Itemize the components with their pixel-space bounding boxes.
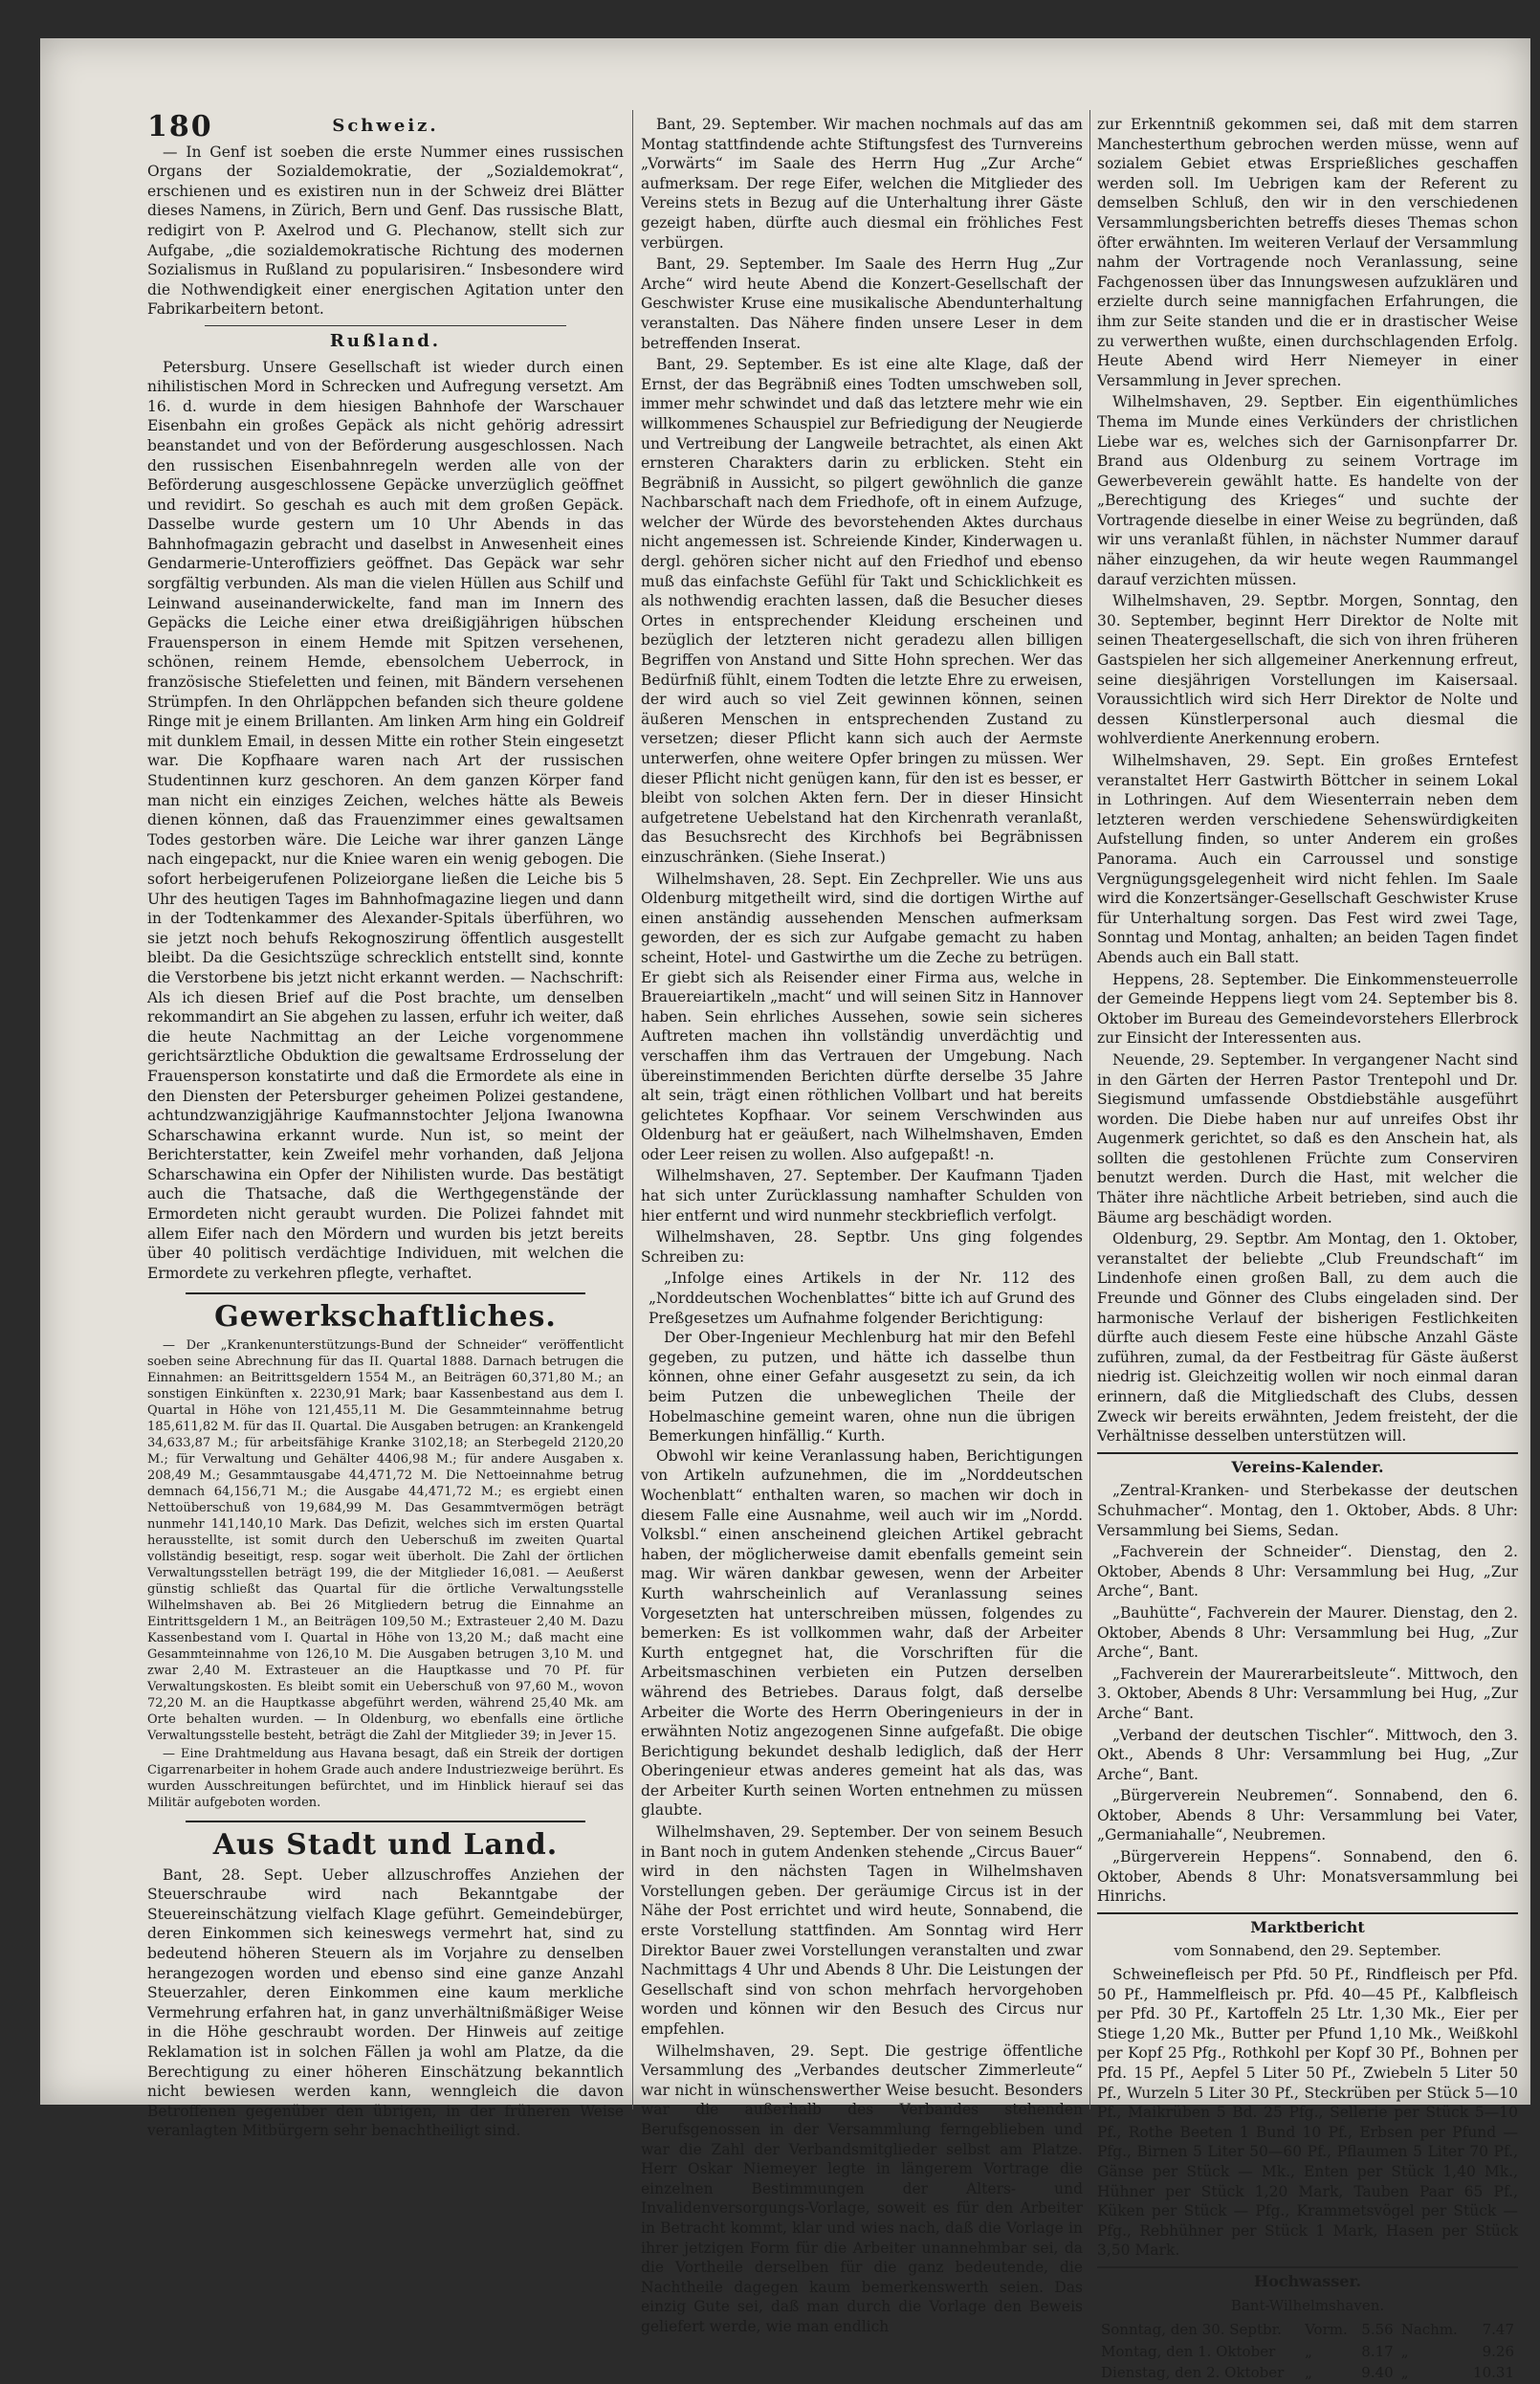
article-heppens-steuer: Heppens, 28. September. Die Einkommensteuerrolle der Gemeinde Heppens liegt vom 24. September bis 8. Oktober im Bureau des Gemeindevorstehers Ellerbrock zur Einsicht der Interessenten aus. bbox=[1097, 970, 1518, 1048]
article-zechpreller: Wilhelmshaven, 28. Sept. Ein Zechpreller. Wie uns aus Oldenburg mitgetheilt wird, sind die dortigen Wirthe auf einen anständig aussehenden Menschen aufmerksam geworden, der es sich zur Aufgabe gemacht zu haben scheint, Hotel- und Gastwirthe um die Zeche zu betrügen. Er giebt sich als Reisender einer Firma aus, welche in Brauereiartikeln „macht“ und will seinen Sitz in Hannover haben. Sein ehrliches Aussehen, sowie sein sicheres Auftreten machen ihn vollständig unverdächtig und verschaffen ihm das Vertrauen der Umgebung. Nach übereinstimmenden Berichten dürfte derselbe 35 Jahre alt sein, trägt einen röthlichen Vollbart und hat bereits gelichtetes Kopfhaar. Vor seinem Verschwinden aus Oldenburg hat er geäußert, nach Wilhelmshaven, Emden oder Leer reisen zu wollen. Also aufgepaßt! -n. bbox=[641, 870, 1083, 1163]
quote-berichtigung-2: Der Ober-Ingenieur Mechlenburg hat mir den Befehl gegeben, zu putzen, und hätte ich dasselbe thun können, ohne einer Gefahr ausgesetzt zu sein, da ich beim Putzen die unbeweglichen Theile der Hobelmaschine gemeint waren, ohne nun die übrigen Bemerkungen hinfällig.“ Kurth. bbox=[649, 1329, 1075, 1446]
table-row bbox=[1097, 2341, 1518, 2363]
marktbericht-text: Schweinefleisch per Pfd. 50 Pf., Rindfleisch per Pfd. 50 Pf., Hammelfleisch pr. Pfd. 40—45 Pf., Kalbfleisch per Pfd. 30 Pf., Kartoffeln 25 Ltr. 1,30 Mk., Eier per Stiege 1,20 Mk., Butter per Pfund 1,10 Mk., Weißkohl per Kopf 25 Pfg., Rothkohl per Kopf 30 Pf., Bohnen per Pfd. 15 Pf., Aepfel 5 Liter 50 Pf., Zwiebeln 5 Liter 50 Pf., Wurzeln 5 Liter 30 Pf., Steckrüben per Stück 5—10 Pf., Maikrüben 5 Bd. 25 Pfg., Sellerie per Stück 5—10 Pf., Rothe Beeten 1 Bund 10 Pf., Erbsen per Pfund — Pfg., Birnen 5 Liter 50—60 Pf., Pflaumen 5 Liter 70 Pf., Gänse per Stück — Mk., Enten per Stück 1,40 Mk., Hühner per Stück 1,20 Mark, Tauben Paar 65 Pf., Küken per Stück — Pfg., Krammetsvögel per Stück — Pfg., Rebhühner per Stück 1 Mark, Hasen per Stück 3,50 Mark. bbox=[1097, 1966, 1518, 2260]
article-bant-steuer: Bant, 28. Sept. Ueber allzuschroffes Anziehen der Steuerschraube wird nach Bekanntgabe der Steuereinschätzung vielfach Klage geführt. Gemeindebürger, deren Einkommen sich keineswegs vermehrt hat, sind zu bedeutend höheren Steuern als im Vorjahre zu denselben herangezogen worden und ebenso sind eine ganze Anzahl Steuerzahler, deren Einkommen eine kaum merkliche Vermehrung erfahren hat, in ganz unverhältnißmäßiger Weise in die Höhe geschraubt worden. Der Hinweis auf zeitige Reklamation ist in solchen Fällen ja wohl am Platze, da die Berechtigung zu einer höheren Einschätzung bekanntlich nicht bewiesen werden kann, wenngleich die davon Betroffenen gegenüber den übrigen, in der früheren Weise veranlagten Mitbürgern sehr benachtheiligt sind. bbox=[147, 1865, 624, 2140]
column-rule-1 bbox=[632, 110, 633, 2109]
section-heading-gewerkschaftliches: Gewerkschaftliches. bbox=[214, 1300, 557, 1335]
divider bbox=[186, 1821, 585, 1822]
article-schreiben: Wilhelmshaven, 28. Septbr. Uns ging folgendes Schreiben zu: bbox=[641, 1228, 1083, 1266]
marktbericht-heading: Marktbericht bbox=[1097, 1912, 1518, 1938]
hochwasser-location: Bant-Wilhelmshaven. bbox=[1230, 2296, 1385, 2314]
column-3 bbox=[1097, 115, 1518, 2382]
tide-vorm-label: „ bbox=[1305, 2364, 1312, 2382]
vereins-kalender-item: „Bürgerverein Neubremen“. Sonnabend, den 6. Oktober, Abends 8 Uhr: Versammlung bei Vater, „Germaniahalle“, Neubremen. bbox=[1097, 1787, 1518, 1844]
vereins-kalender-item: „Verband der deutschen Tischler“. Mittwoch, den 3. Okt., Abends 8 Uhr: Versammlung bei Hug, „Zur Arche“, Bant. bbox=[1097, 1726, 1518, 1783]
vereins-kalender-item: „Bürgerverein Heppens“. Sonnabend, den 6. Oktober, Abends 8 Uhr: Monatsversammlung bei Hinrichs. bbox=[1097, 1848, 1518, 1906]
article-havana: — Eine Drahtmeldung aus Havana besagt, daß ein Streik der dortigen Cigarrenarbeiter in hohem Grade auch andere Industriezweige berührt. Es wurden Ausschreitungen befürchtet, und im Hinblick hierauf sei das Militär aufgeboten worden. bbox=[147, 1747, 624, 1811]
tide-day: Sonntag, den 30. Septbr. bbox=[1101, 2321, 1282, 2339]
vereins-kalender-item: „Fachverein der Schneider“. Dienstag, den 2. Oktober, Abends 8 Uhr: Versammlung bei Hug, „Zur Arche“, Bant. bbox=[1097, 1543, 1518, 1600]
vereins-kalender-heading: Vereins-Kalender. bbox=[1097, 1452, 1518, 1478]
section-heading-russland: Rußland. bbox=[329, 330, 442, 351]
quote-berichtigung-1: „Infolge eines Artikels in der Nr. 112 des „Norddeutschen Wochenblattes“ bitte ich auf Grund des Preßgesetzes um Aufnahme folgender Berichtigung: bbox=[649, 1269, 1075, 1327]
tide-nachm-label: Nachm. bbox=[1400, 2321, 1458, 2339]
tide-nachm: 9.26 bbox=[1482, 2342, 1514, 2360]
tide-nachm: 7.47 bbox=[1482, 2321, 1514, 2339]
divider bbox=[186, 1292, 585, 1294]
divider bbox=[205, 325, 566, 326]
newspaper-page bbox=[40, 38, 1530, 2382]
tide-day: Dienstag, den 2. Oktober bbox=[1101, 2364, 1285, 2382]
table-row bbox=[1097, 2319, 1518, 2341]
article-theater-de-nolte: Wilhelmshaven, 29. Septbr. Morgen, Sonntag, den 30. September, beginnt Herr Direktor de Nolte mit seinen Theatergesellschaft, die sich von ihren früheren Gastspielen her sich allgemeiner Anerkennung erfreut, seine diesjährigen Vorstellungen im Kaisersaal. Voraussichtlich wird sich Herr Direktor de Nolte und dessen Künstlerpersonal auch diesmal die wohlverdiente Anerkennung erobern. bbox=[1097, 592, 1518, 748]
marktbericht-date: vom Sonnabend, den 29. September. bbox=[1174, 1942, 1441, 1960]
article-schweiz: — In Genf ist soeben die erste Nummer eines russischen Organs der Sozialdemokratie, der „Sozialdemokrat“, erschienen und es existiren nun in der Schweiz drei Blätter dieses Namens, in Zürich, Bern und Genf. Das russische Blatt, redigirt von P. Axelrod und G. Plechanow, stellt sich zur Aufgabe, „die sozialdemokratische Richtung des modernen Sozialismus in Rußland zu popularisiren.“ Insbesondere wird die Nothwendigkeit einer energischen Agitation unter den Fabrikarbeitern betont. bbox=[147, 143, 624, 319]
section-heading-schweiz: Schweiz. bbox=[332, 116, 439, 136]
article-berichtigung-antwort: Obwohl wir keine Veranlassung haben, Berichtigungen von Artikeln aufzunehmen, die im „Norddeutschen Wochenblatt“ enthalten waren, so machen wir doch in diesem Falle eine Ausnahme, weil auch wir im „Nordd. Volksbl.“ einen anscheinend gleichen Artikel gebracht haben, der möglicherweise damit ebenfalls gemeint sein mag. Wir wären dankbar gewesen, wenn der Arbeiter Kurth wahrscheinlich auf Veranlassung seines Vorgesetzten hat unterschreiben müssen, folgendes zu bemerken: Es ist vollkommen wahr, daß der Arbeiter Kurth entgegnet hat, die Vorschriften für die Arbeitsmaschinen verbieten ein Putzen derselben während des Betriebes. Daraus folgt, daß derselbe Arbeiter die Worte des Herrn Oberingenieurs in der in erwähnten Notiz angezogenen Sinne aufgefaßt. Die obige Berichtigung bekundet deshalb lediglich, daß der Herr Oberingenieur etwas anderes gemeint hat als das, was der Arbeiter Kurth seinen Worten entnehmen zu müssen glaubte. bbox=[641, 1446, 1083, 1820]
tide-nachm-label: „ bbox=[1400, 2364, 1409, 2382]
article-erntefest: Wilhelmshaven, 29. Sept. Ein großes Erntefest veranstaltet Herr Gastwirth Böttcher in seinem Lokal in Lothringen. Auf dem Wiesenterrain neben dem letzteren werden verschiedene Sehenswürdigkeiten Aufstellung finden, so unter Anderem ein großes Panorama. Auch ein Carroussel und sonstige Vergnügungsgelegenheit wird nicht fehlen. Im Saale wird die Konzertsänger-Gesellschaft Geschwister Kruse für Unterhaltung sorgen. Das Fest wird zwei Tage, Sonntag und Montag, anhalten; an beiden Tagen findet Abends auch ein Ball statt. bbox=[1097, 752, 1518, 966]
tide-vorm: 9.40 bbox=[1361, 2364, 1394, 2382]
hochwasser-table bbox=[1097, 2319, 1518, 2384]
article-berechtigung-krieges: Wilhelmshaven, 29. Septber. Ein eigenthümliches Thema im Munde eines Verkünders der christlichen Liebe war es, welches sich der Garnisonpfarrer Dr. Brand aus Oldenburg zu seinem Vortrage im Gewerbeverein gewählt hatte. Es handelte von der „Berechtigung des Krieges“ und suchte der Vortragende dieselbe in einer Weise zu begründen, daß wir uns veranlaßt fühlen, in nächster Nummer darauf näher einzugehen, da wir heute wegen Raummangel darauf verzichten müssen. bbox=[1097, 393, 1518, 588]
page-number: 180 bbox=[147, 110, 213, 143]
tide-vorm-label: „ bbox=[1305, 2342, 1312, 2360]
hochwasser-heading: Hochwasser. bbox=[1097, 2266, 1518, 2292]
article-bant-stiftungsfest: Bant, 29. September. Wir machen nochmals auf das am Montag stattfindende achte Stiftungsfest des Turnvereins „Vorwärts“ im Saale des Herrn Hug „Zur Arche“ aufmerksam. Der rege Eifer, welchen die Mitglieder des Vereins stets in Bezug auf die Unterhaltung ihrer Gäste gezeigt haben, dürfte auch diesmal ein fröhliches Fest verbürgen. bbox=[641, 116, 1083, 252]
article-petersburg: Petersburg. Unsere Gesellschaft ist wieder durch einen nihilistischen Mord in Schrecken und Aufregung versetzt. Am 16. d. wurde in dem hiesigen Bahnhofe der Warschauer Eisenbahn ein großes Gepäck als nicht gehörig adressirt beanstandet und von der Beförderung ausgeschlossen. Nach den russischen Eisenbahnregeln werden alle von der Beförderung ausgeschlossene Gepäcke unverzüglich geöffnet und revidirt. So geschah es auch mit dem großen Gepäck. Dasselbe wurde gestern um 10 Uhr Abends in das Bahnhofmagazin gebracht und daselbst in Anwesenheit eines Gendarmerie-Unteroffiziers geöffnet. Das Gepäck war sehr sorgfältig verbunden. Als man die vielen Hüllen aus Schilf und Leinwand auseinanderwickelte, fand man im Innern des Gepäcks die Leiche einer etwa dreißigjährigen hübschen Frauensperson in einem Hemde mit Spitzen versehenen, schönen, reinem Hemde, ebensolchem Ueberrock, in französische Stiefeletten und feinen, mit Bändern versehenen Strümpfen. In den Ohrläppchen befanden sich theure goldene Ringe mit je einem Brillanten. Am linken Arm hing ein Goldreif mit dunklem Email, in dessen Mitte ein rother Stein eingesetzt war. Die Kopfhaare waren nach Art der russischen Studentinnen kurz geschoren. An dem ganzen Körper fand man nicht ein einziges Zeichen, welches hätte als Beweis dienen können, daß das Frauenzimmer eines gewaltsamen Todes gestorben wäre. Die Leiche war ihrer ganzen Länge nach eingepackt, nur die Kniee waren ein wenig gebogen. Die sofort herbeigerufenen Polizeiorgane ließen die Leiche bis 5 Uhr des heutigen Tages im Bahnhofmagazine liegen und dann in der Todtenkammer des Alexander-Spitals überführen, wo sie jetzt noch behufs Rekognoszirung öffentlich ausgestellt bleibt. Da die Gesichtszüge schrecklich entstellt sind, konnte die Verstorbene bis jetzt nicht erkannt werden. — Nachschrift: Als ich diesen Brief auf die Post brachte, um denselben rekommandirt an Sie abgehen zu lassen, erfuhr ich weiter, daß die heute Nachmittag an der Leiche vorgenommene gerichtsärztliche Obduktion die gewaltsame Erdrosselung der Frauensperson konstatirte und daß die Ermordete als eine in den Diensten der Petersburger geheimen Polizei gestandene, achtundzwanzigjährige Kaufmannstochter Jeljona Iwanowna Scharschawina erkannt wurde. Nun ist, so meint der Berichterstatter, kein Zweifel mehr vorhanden, daß Jeljona Scharschawina ein Opfer der Nihilisten wurde. Das bestätigt auch die Thatsache, daß die Werthgegenstände der Ermordeten nicht geraubt wurden. Die Polizei fahndet mit allem Eifer nach den Mördern und wurden bis jetzt bereits über 40 politisch verdächtige Individuen, mit welchen die Ermordete zu verkehren pflegte, verhaftet. bbox=[147, 358, 624, 1282]
article-neuende-obst: Neuende, 29. September. In vergangener Nacht sind in den Gärten der Herren Pastor Trentepohl und Dr. Siegismund umfassende Obstdiebstähle ausgeführt worden. Die Diebe haben nur auf unreifes Obst ihr Augenmerk gerichtet, so daß es den Anschein hat, als sollten die gestohlenen Früchte zum Conserviren benutzt werden. Durch die Hast, mit welcher die Thäter ihre nächtliche Arbeit betrieben, sind auch die Bäume arg beschädigt worden. bbox=[1097, 1050, 1518, 1226]
section-heading-stadt-und-land: Aus Stadt und Land. bbox=[212, 1828, 559, 1863]
vereins-kalender-item: „Bauhütte“, Fachverein der Maurer. Dienstag, den 2. Oktober, Abends 8 Uhr: Versammlung bei Hug, „Zur Arche“, Bant. bbox=[1097, 1603, 1518, 1662]
article-bant-begraebnis: Bant, 29. September. Es ist eine alte Klage, daß der Ernst, der das Begräbniß eines Todten umschweben soll, immer mehr schwindet und daß das letztere mehr wie ein willkommenes Schauspiel zur Befriedigung der Neugierde und Vertreibung der Langweile betrachtet, als einen Akt ernsteren Charakters darin zu erblicken. Steht ein Begräbniß in Aussicht, so pilgert gewöhnlich die ganze Nachbarschaft nach dem Friedhofe, oft in einem Aufzuge, welcher der Würde des bevorstehenden Aktes durchaus nicht angemessen ist. Schreiende Kinder, Kinderwagen u. dergl. gehören sicher nicht auf den Friedhof und ebenso muß das einfachste Gefühl für Takt und Schicklichkeit es als nothwendig erachten lassen, daß die Besucher dieses Ortes in entsprechender Kleidung erscheinen und bezüglich der letzteren nicht geradezu allen billigen Begriffen von Anstand und Sitte Hohn sprechen. Wer das Bedürfniß fühlt, einem Todten die letzte Ehre zu erweisen, der wird auch so viel Zeit gewinnen können, seinen äußeren Menschen in entsprechenden Zustand zu versetzen; dieser Pflicht kann sich auch der Aermste unterwerfen, ohne weitere Opfer bringen zu müssen. Wer dieser Pflicht nicht genügen kann, für den ist es besser, er bleibt von solchen Akten fern. Der in dieser Hinsicht aufgetretene Uebelstand hat den Kirchenrath veranlaßt, das Besuchsrecht des Kirchhofs bei Begräbnissen einzuschränken. (Siehe Inserat.) bbox=[641, 356, 1083, 866]
tide-day: Montag, den 1. Oktober bbox=[1101, 2342, 1276, 2360]
column-2 bbox=[641, 115, 1083, 2335]
vereins-kalender-item: „Zentral-Kranken- und Sterbekasse der deutschen Schuhmacher“. Montag, den 1. Oktober, Abds. 8 Uhr: Versammlung bei Siems, Sedan. bbox=[1097, 1482, 1518, 1539]
column-1 bbox=[147, 115, 624, 2140]
column-rule-2 bbox=[1089, 110, 1090, 2109]
article-zimmerleute-cont: zur Erkenntniß gekommen sei, daß mit dem starren Manchesterthum gebrochen werden müsse, wenn auf sozialem Gebiet etwas Ersprießliches geschaffen werden soll. Im Uebrigen kam der Referent zu demselben Schluß, den wir in den verschiedenen Versammlungsberichten betreffs dieses Themas schon öfter erwähnten. Im weiteren Verlauf der Versammlung nahm der Vortragende noch Veranlassung, seine Fachgenossen über das Innungswesen aufzuklären und erzielte durch seine mannigfachen Erfahrungen, die ihm zur Seite standen und die er in drastischer Weise zu verwerthen wußte, einen durchschlagenden Erfolg. Heute Abend wird Herr Niemeyer in einer Versammlung in Jever sprechen. bbox=[1097, 116, 1518, 389]
article-krankenbund: — Der „Krankenunterstützungs-Bund der Schneider“ veröffentlicht soeben seine Abrechnung für das II. Quartal 1888. Darnach betrugen die Einnahmen: an Beitrittsgeldern 1554 M., an Beiträgen 60,371,80 M.; an sonstigen Einkünften x. 2230,91 Mark; baar Kassenbestand aus dem I. Quartal in Höhe von 121,455,11 M. Die Gesammteinnahme betrug 185,611,82 M. für das II. Quartal. Die Ausgaben betrugen: an Krankengeld 34,633,87 M.; für arbeitsfähige Kranke 3102,18; an Sterbegeld 2120,20 M.; für Verwaltung und Gehälter 4406,98 M.; für andere Ausgaben x. 208,49 M.; Gesammtausgabe 44,471,72 M. Die Nettoeinnahme betrug demnach 64,156,71 M.; die Ausgabe 44,471,72 M.; es ergiebt einen Nettoüberschuß von 19,684,99 M. Das Gesammtvermögen beträgt nunmehr 141,140,10 Mark. Das Defizit, welches sich im ersten Quartal herausstellte, ist somit durch den Ueberschuß im zweiten Quartal vollständig beseitigt, resp. sogar weit überholt. Die Zahl der örtlichen Verwaltungsstellen beträgt 199, die der Mitglieder 16,081. — Aeußerst günstig schließt das Quartal für die örtliche Verwaltungsstelle Wilhelmshaven ab. Bei 26 Mitgliedern betrug die Einnahme an Eintrittsgeldern 1 M., an Beiträgen 109,50 M.; Extrasteuer 2,40 M. Dazu Kassenbestand vom I. Quartal in Höhe von 13,20 M.; daß macht eine Gesammteinnahme von 126,10 M. Die Ausgaben betrugen 3,10 M. und zwar 2,40 M. Extrasteuer an die Hauptkasse und 70 Pf. für Verwaltungskosten. Es bleibt somit ein Ueberschuß von 97,60 M., wovon 72,20 M. an die Hauptkasse abgeführt werden, während 25,40 Mk. am Orte behalten wurden. — In Oldenburg, wo ebenfalls eine örtliche Verwaltungsstelle besteht, beträgt die Zahl der Mitglieder 39; in Jever 15. bbox=[147, 1338, 624, 1744]
tide-vorm: 5.56 bbox=[1361, 2321, 1394, 2339]
tide-vorm-label: Vorm. bbox=[1305, 2321, 1348, 2339]
vereins-kalender-item: „Fachverein der Maurerarbeitsleute“. Mittwoch, den 3. Oktober, Abends 8 Uhr: Versammlung bei Hug, „Zur Arche“ Bant. bbox=[1097, 1665, 1518, 1722]
article-kaufmann-tjaden: Wilhelmshaven, 27. September. Der Kaufmann Tjaden hat sich unter Zurücklassung namhafter Schulden von hier entfernt und wird nunmehr steckbrieflich verfolgt. bbox=[641, 1167, 1083, 1225]
table-row bbox=[1097, 2362, 1518, 2384]
article-bant-konzert: Bant, 29. September. Im Saale des Herrn Hug „Zur Arche“ wird heute Abend die Konzert-Gesellschaft der Geschwister Kruse eine musikalische Abendunterhaltung veranstalten. Das Nähere finden unsere Leser in dem betreffenden Inserat. bbox=[641, 255, 1083, 352]
article-oldenburg-club: Oldenburg, 29. Septbr. Am Montag, den 1. Oktober, veranstaltet der beliebte „Club Freundschaft“ im Lindenhofe einen großen Ball, zu dem auch die Freunde und Gönner des Clubs eingeladen sind. Der harmonische Verlauf der bisherigen Festlichkeiten dürfte auch diesem Feste eine hübsche Anzahl Gäste zuführen, zumal, da der Festbeitrag für Gäste äußerst niedrig ist. Gleichzeitig wollen wir noch einmal daran erinnern, daß die Mitgliedschaft des Clubs, dessen Zweck wir bereits erwähnten, Jedem freisteht, der die Verhältnisse desselben unterstützen will. bbox=[1097, 1230, 1518, 1446]
tide-vorm: 8.17 bbox=[1361, 2342, 1394, 2360]
article-circus-bauer: Wilhelmshaven, 29. September. Der von seinem Besuch in Bant noch in gutem Andenken stehende „Circus Bauer“ wird in den nächsten Tagen in Wilhelmshaven Vorstellungen geben. Der geräumige Circus ist in der Nähe der Post errichtet und wird heute, Sonnabend, die erste Vorstellung stattfinden. Am Sonntag wird Herr Direktor Bauer zwei Vorstellungen veranstalten und zwar Nachmittags 4 Uhr und Abends 8 Uhr. Die Leistungen der Gesellschaft sind von schon mehrfach hervorgehoben worden und können wir den Besuch des Circus nur empfehlen. bbox=[641, 1823, 1083, 2038]
article-zimmerleute: Wilhelmshaven, 29. Sept. Die gestrige öffentliche Versammlung des „Verbandes deutscher Zimmerleute“ war nicht in wünschenswerther Weise besucht. Besonders war die außerhalb des Verbandes stehenden Berufsgenossen in der Versammlung ferngeblieben und war die Zahl der Verbandsmitglieder selbst am Platze. Herr Oskar Niemeyer legte in längerem Vortrage die einzelnen Bestimmungen der Alters- und Invalidenversorgungs-Vorlage, soweit es für den Arbeiter in Betracht kommt, klar und wies nach, daß die Vorlage in ihrer jetzigen Form für die Arbeiter unannehmbar sei, da die Vortheile derselben für die ganz bedeutende, die Nachtheile dagegen kaum bemerkenswerth seien. Das einzig Gute sei, daß man durch die Vorlage den Beweis geliefert werde, wie man endlich bbox=[641, 2042, 1083, 2335]
tide-nachm: 10.31 bbox=[1473, 2364, 1514, 2382]
tide-nachm-label: „ bbox=[1400, 2342, 1409, 2360]
